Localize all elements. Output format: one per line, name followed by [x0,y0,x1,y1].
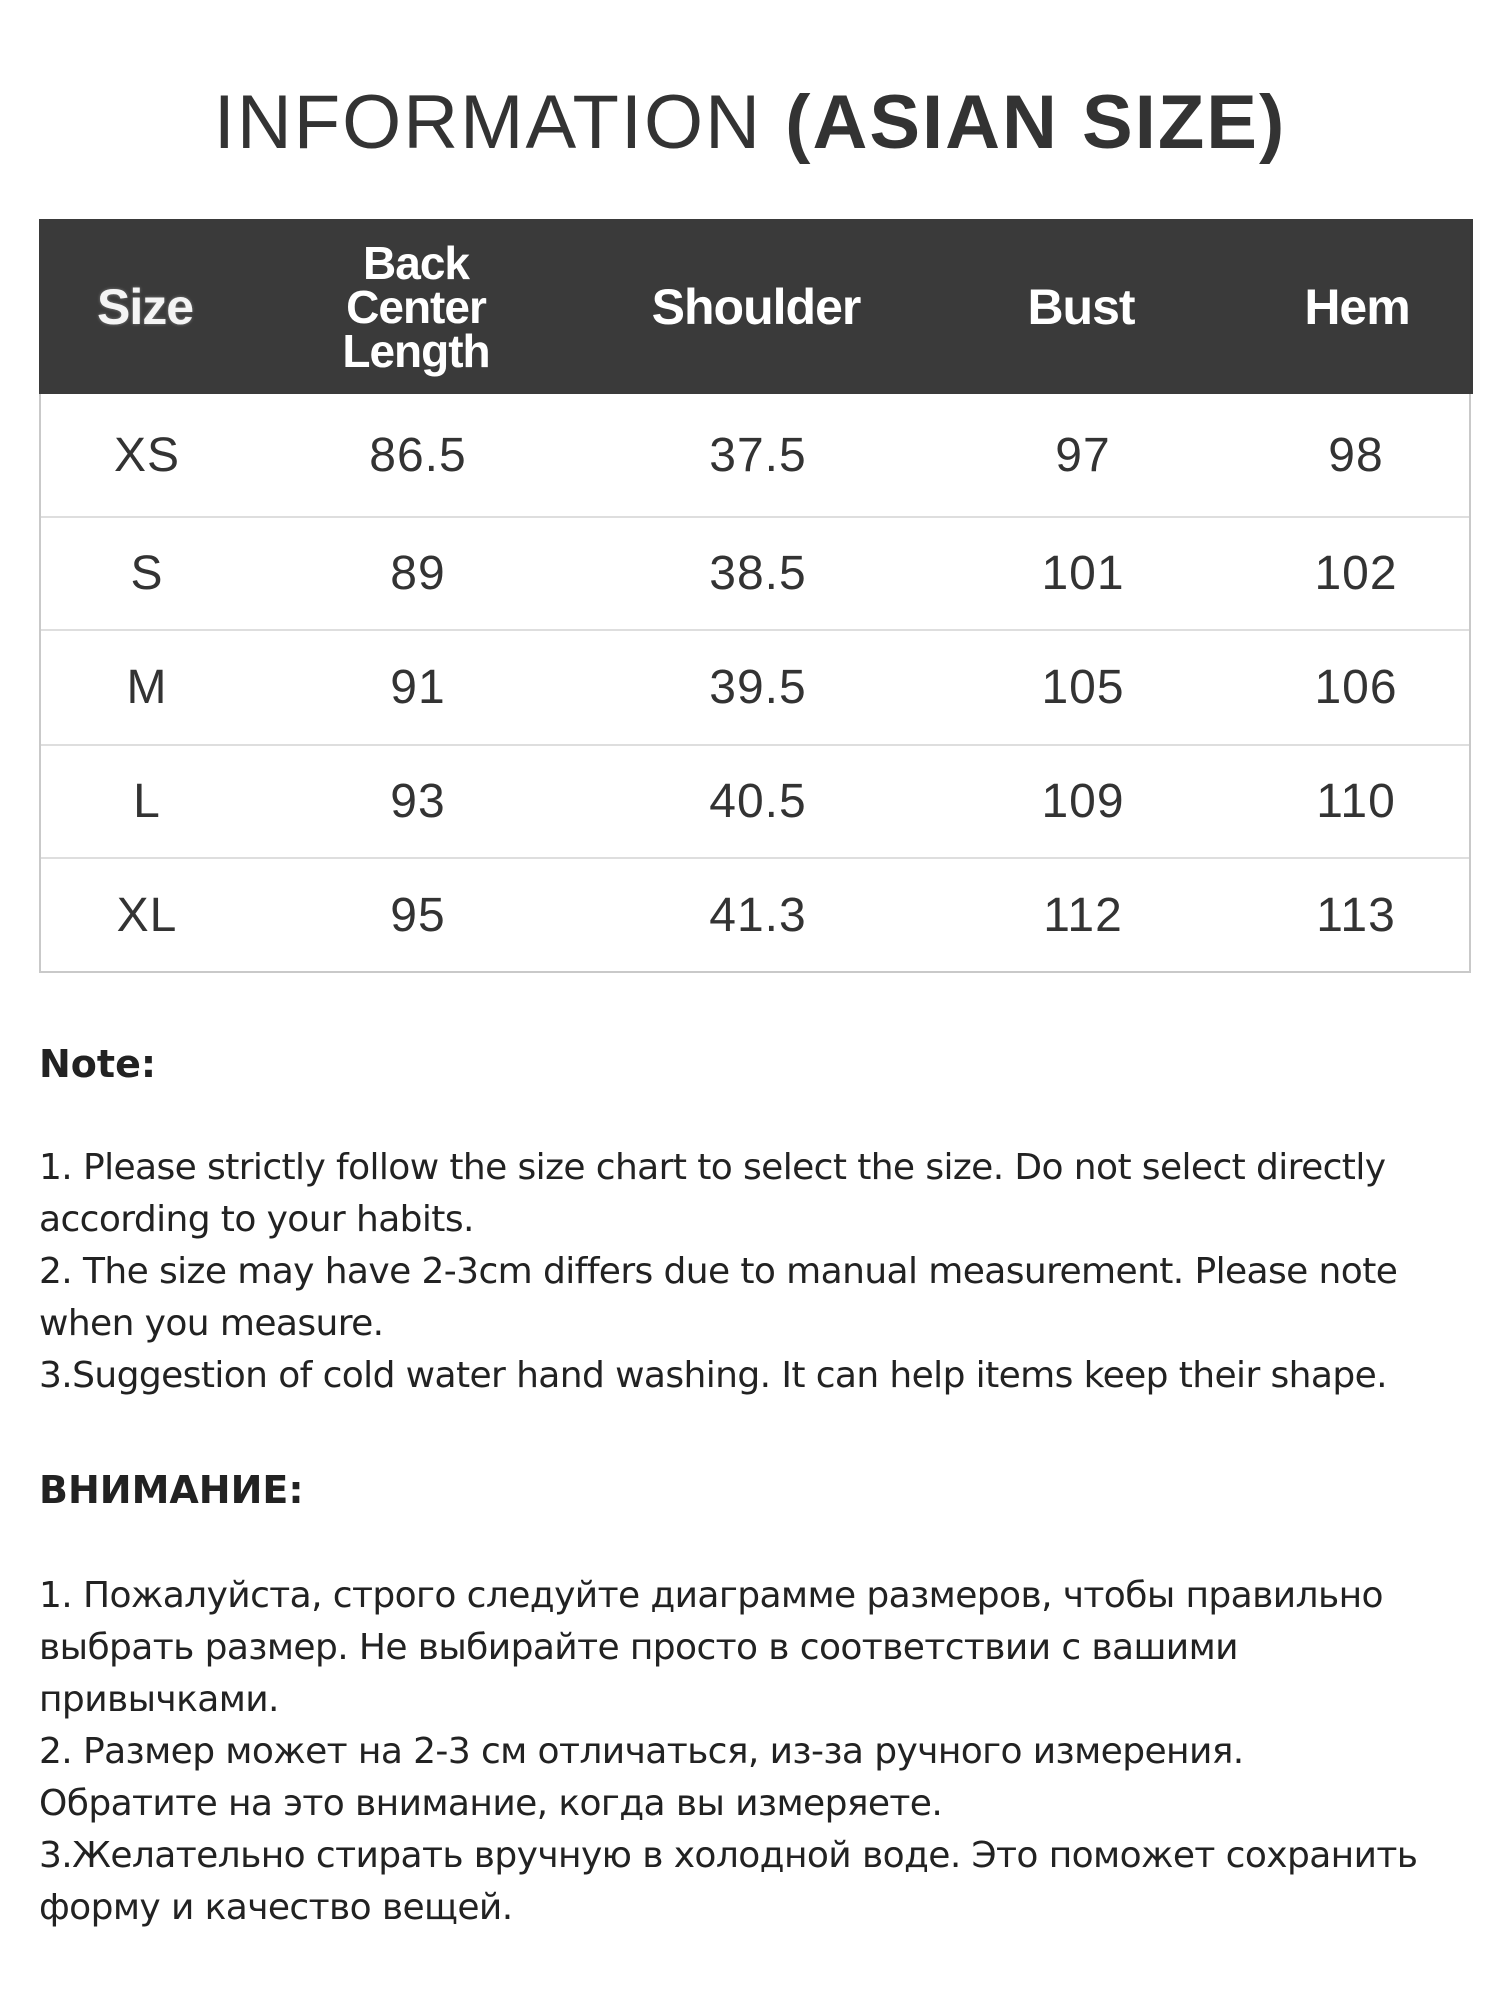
note-line: according to your habits. [39,1199,474,1240]
cell-shoulder: 40.5 [709,775,807,828]
header-hem: Hem [1304,278,1410,335]
cell-hem: 98 [1328,428,1384,482]
note-line: привычками. [39,1679,279,1720]
cell-hem: 113 [1316,888,1396,942]
note-line: 2. The size may have 2-3cm differs due to manual measurement. Please note [39,1251,1398,1292]
page-title-size-type: (ASIAN SIZE) [785,80,1287,165]
note-heading: ВНИМАНИЕ: [39,1468,304,1512]
cell-bust: 97 [1055,428,1111,482]
table-row [41,518,1469,631]
table-header-row [39,219,1473,394]
cell-size: XL [116,888,178,942]
note-russian [39,1464,1469,1934]
note-heading: Note: [39,1042,157,1086]
table-row [41,394,1469,518]
table-row [41,746,1469,859]
cell-size: XS [113,428,181,482]
header-bust: Bust [1027,278,1135,335]
note-line: 1. Пожалуйста, строго следуйте диаграмме размеров, чтобы правильно [39,1575,1383,1616]
note-line: Обратите на это внимание, когда вы измеряете. [39,1783,943,1824]
cell-size: M [126,661,168,714]
table-row [41,631,1469,746]
cell-shoulder: 41.3 [709,888,807,942]
cell-back-center-length: 95 [390,888,446,942]
cell-bust: 112 [1043,888,1123,942]
cell-shoulder: 39.5 [709,661,807,714]
header-back-center-length [261,219,571,394]
note-line: when you measure. [39,1303,384,1344]
size-chart-table [39,219,1471,973]
page-title-main: INFORMATION [213,80,786,165]
cell-bust: 105 [1041,661,1125,714]
note-line: форму и качество вещей. [39,1887,513,1928]
note-line: 3.Suggestion of cold water hand washing. It can help items keep their shape. [39,1355,1387,1396]
cell-size: L [133,775,161,828]
note-line: 1. Please strictly follow the size chart to select the size. Do not select directly [39,1147,1386,1188]
note-line: выбрать размер. Не выбирайте просто в соответствии с вашими [39,1627,1238,1668]
cell-shoulder: 38.5 [709,547,807,600]
header-back-center-length-label: Back Center Length [342,236,490,377]
cell-bust: 101 [1041,547,1125,600]
cell-back-center-length: 86.5 [369,428,467,482]
table-row [41,859,1469,971]
cell-size: S [130,547,164,600]
cell-hem: 110 [1316,775,1396,828]
note-english [39,1038,1469,1402]
header-size: Size [96,278,194,335]
cell-shoulder: 37.5 [709,428,807,482]
page-title [0,78,1500,168]
cell-hem: 102 [1314,547,1398,600]
cell-back-center-length: 91 [390,661,446,714]
cell-back-center-length: 89 [390,547,446,600]
note-line: 2. Размер может на 2-3 см отличаться, из-за ручного измерения. [39,1731,1244,1772]
header-shoulder: Shoulder [651,278,861,335]
cell-hem: 106 [1314,661,1398,714]
note-line: 3.Желательно стирать вручную в холодной воде. Это поможет сохранить [39,1835,1418,1876]
cell-back-center-length: 93 [390,775,446,828]
cell-bust: 109 [1041,775,1125,828]
